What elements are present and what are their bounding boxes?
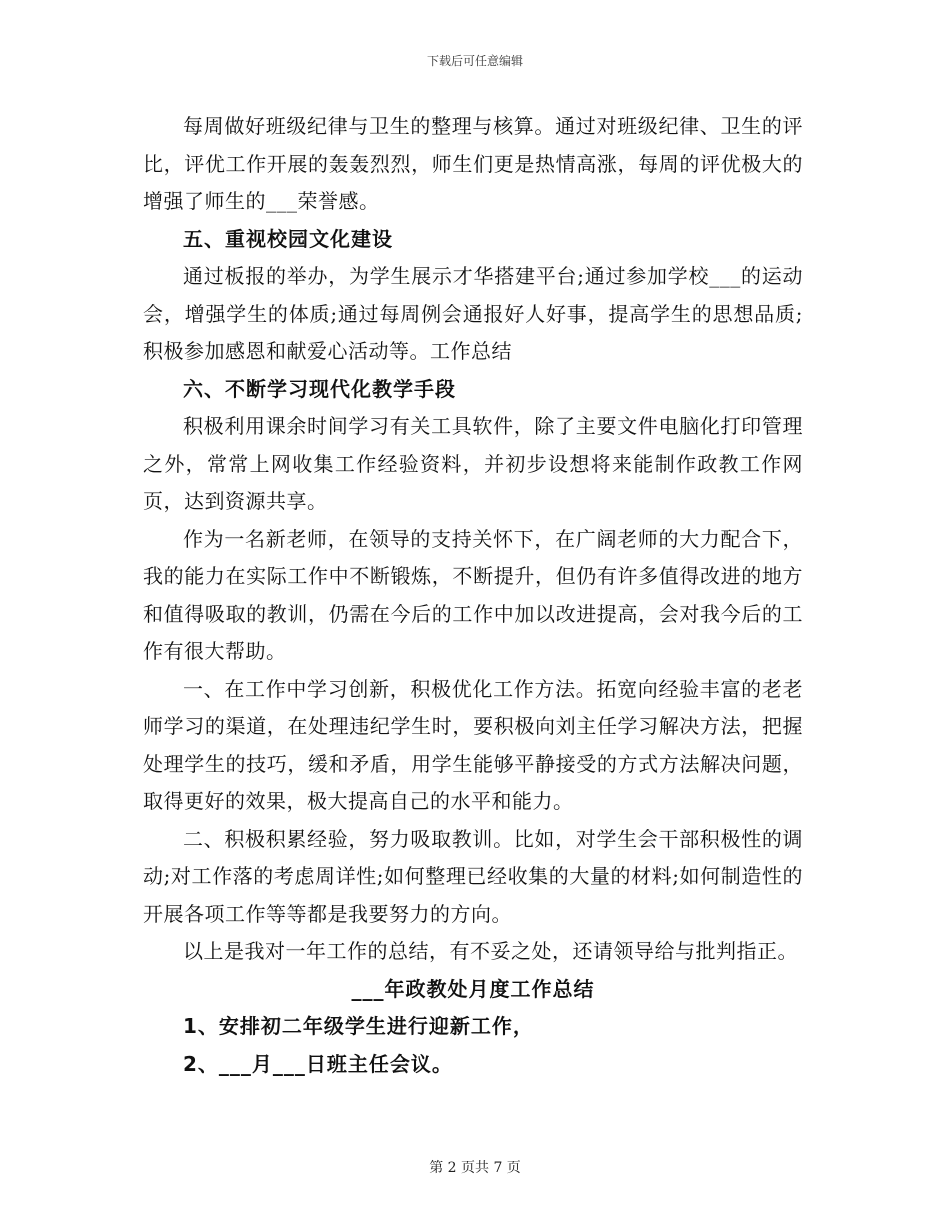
document-subtitle: ___年政教处月度工作总结 xyxy=(351,976,595,1001)
list-item-2: 2、___月___日班主任会议。 xyxy=(183,1051,453,1076)
document-body xyxy=(143,108,803,1083)
paragraph-experience: 二、积极积累经验，努力吸取教训。比如，对学生会干部积极性的调动;对工作落的考虑周详性;如何整理已经收集的大量的材料;如何制造性的开展各项工作等等都是我要努力的方向。 xyxy=(143,826,803,926)
paragraph-conclusion: 以上是我对一年工作的总结，有不妥之处，还请领导给与批判指正。 xyxy=(183,939,798,963)
paragraph-teaching-tools: 积极利用课余时间学习有关工具软件，除了主要文件电脑化打印管理之外，常常上网收集工作经验资料，并初步设想将来能制作政教工作网页，达到资源共享。 xyxy=(143,414,803,513)
list-item-1: 1、安排初二年级学生进行迎新工作， xyxy=(183,1014,534,1038)
section-heading-5: 五、重视校园文化建设 xyxy=(183,226,393,251)
paragraph-campus-culture: 通过板报的举办，为学生展示才华搭建平台;通过参加学校___的运动会，增强学生的体质;通过每周例会通报好人好事，提高学生的思想品质;积极参加感恩和献爱心活动等。工作总结 xyxy=(143,264,803,363)
page-header: 下载后可任意编辑 xyxy=(426,54,523,68)
paragraph-innovation: 一、在工作中学习创新，积极优化工作方法。拓宽向经验丰富的老老师学习的渠道，在处理违纪学生时，要积极向刘主任学习解决方法，把握处理学生的技巧，缓和矛盾，用学生能够平静接受的方式方法解决问题，取得更好的效果，极大提高自己的水平和能力。 xyxy=(143,676,803,813)
page-footer: 第 2 页共 7 页 xyxy=(429,1160,521,1176)
section-heading-6: 六、不断学习现代化教学手段 xyxy=(183,376,456,401)
paragraph-new-teacher: 作为一名新老师，在领导的支持关怀下，在广阔老师的大力配合下，我的能力在实际工作中不断锻炼，不断提升，但仍有许多值得改进的地方和值得吸取的教训，仍需在今后的工作中加以改进提高，会对我今后的工作有很大帮助。 xyxy=(143,526,803,663)
paragraph-discipline: 每周做好班级纪律与卫生的整理与核算。通过对班级纪律、卫生的评比，评优工作开展的轰轰烈烈，师生们更是热情高涨，每周的评优极大的增强了师生的___荣誉感。 xyxy=(143,114,803,213)
